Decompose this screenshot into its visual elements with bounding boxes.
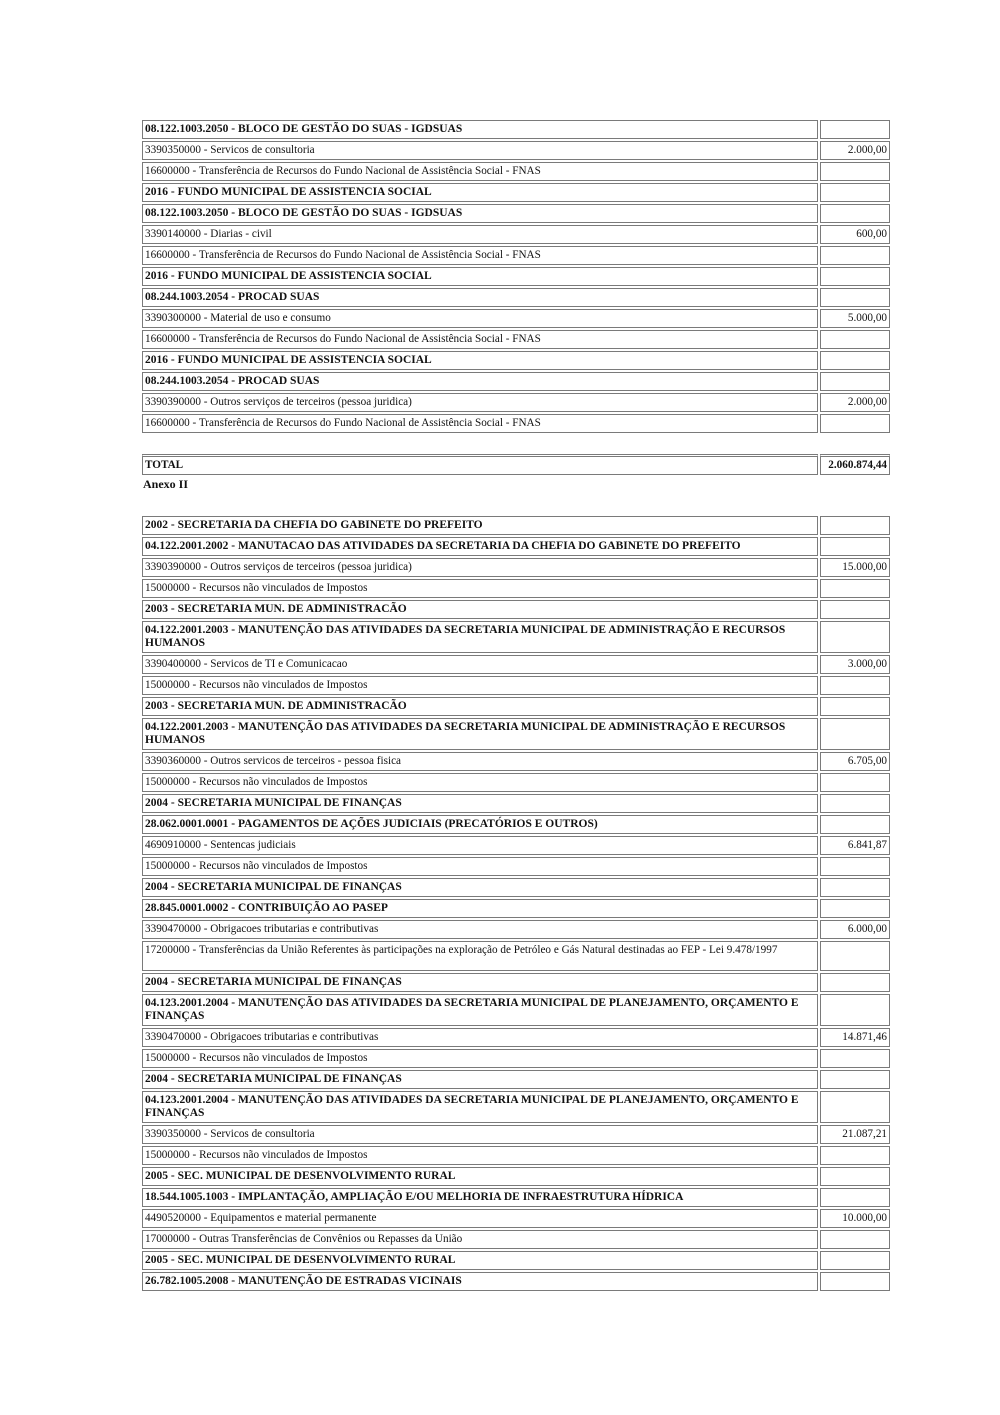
table-row xyxy=(142,655,890,674)
row-value: 6.705,00 xyxy=(820,752,890,771)
table-row xyxy=(142,1230,890,1249)
table-row xyxy=(142,516,890,535)
row-value xyxy=(820,1272,890,1291)
row-value xyxy=(820,697,890,716)
row-description: 2004 - SECRETARIA MUNICIPAL DE FINANÇAS xyxy=(142,1070,818,1089)
row-value xyxy=(820,994,890,1026)
row-description: 16600000 - Transferência de Recursos do Fundo Nacional de Assistência Social - FNAS xyxy=(142,246,818,265)
table-row xyxy=(142,994,890,1026)
row-value xyxy=(820,878,890,897)
row-description: 04.123.2001.2004 - MANUTENÇÃO DAS ATIVIDADES DA SECRETARIA MUNICIPAL DE PLANEJAMENTO, ORÇAMENTO E FINANÇAS xyxy=(142,994,818,1026)
table-row xyxy=(142,878,890,897)
row-description: 2016 - FUNDO MUNICIPAL DE ASSISTENCIA SOCIAL xyxy=(142,267,818,286)
row-description: 08.122.1003.2050 - BLOCO DE GESTÃO DO SUAS - IGDSUAS xyxy=(142,204,818,223)
row-value xyxy=(820,600,890,619)
table-row xyxy=(142,288,890,307)
table-row xyxy=(142,1272,890,1291)
row-value xyxy=(820,267,890,286)
row-value: 3.000,00 xyxy=(820,655,890,674)
row-description: 17000000 - Outras Transferências de Convênios ou Repasses da União xyxy=(142,1230,818,1249)
row-description: 2004 - SECRETARIA MUNICIPAL DE FINANÇAS xyxy=(142,878,818,897)
table-row xyxy=(142,1125,890,1144)
row-description: 08.244.1003.2054 - PROCAD SUAS xyxy=(142,372,818,391)
table-row xyxy=(142,773,890,792)
row-description: 04.123.2001.2004 - MANUTENÇÃO DAS ATIVIDADES DA SECRETARIA MUNICIPAL DE PLANEJAMENTO, ORÇAMENTO E FINANÇAS xyxy=(142,1091,818,1123)
row-value xyxy=(820,183,890,202)
table-row xyxy=(142,120,890,139)
row-description: 26.782.1005.2008 - MANUTENÇÃO DE ESTRADAS VICINAIS xyxy=(142,1272,818,1291)
row-description: 3390470000 - Obrigacoes tributarias e contributivas xyxy=(142,920,818,939)
row-value xyxy=(820,288,890,307)
row-description: 3390360000 - Outros servicos de terceiros - pessoa fisica xyxy=(142,752,818,771)
row-description: 15000000 - Recursos não vinculados de Impostos xyxy=(142,676,818,695)
row-description: 2004 - SECRETARIA MUNICIPAL DE FINANÇAS xyxy=(142,794,818,813)
table-row xyxy=(142,836,890,855)
table-row xyxy=(142,204,890,223)
row-value: 2.000,00 xyxy=(820,393,890,412)
row-value: 10.000,00 xyxy=(820,1209,890,1228)
table-row xyxy=(142,941,890,971)
row-description: 28.062.0001.0001 - PAGAMENTOS DE AÇÕES JUDICIAIS (PRECATÓRIOS E OUTROS) xyxy=(142,815,818,834)
table-row xyxy=(142,857,890,876)
table-row xyxy=(142,225,890,244)
row-description: 3390350000 - Servicos de consultoria xyxy=(142,1125,818,1144)
table-row xyxy=(142,309,890,328)
row-description: 08.122.1003.2050 - BLOCO DE GESTÃO DO SUAS - IGDSUAS xyxy=(142,120,818,139)
table-row xyxy=(142,330,890,349)
row-value xyxy=(820,330,890,349)
table-row xyxy=(142,558,890,577)
table-row xyxy=(142,1251,890,1270)
row-description: 4490520000 - Equipamentos e material permanente xyxy=(142,1209,818,1228)
row-value xyxy=(820,1070,890,1089)
row-value xyxy=(820,857,890,876)
table-row xyxy=(142,1028,890,1047)
row-value xyxy=(820,815,890,834)
row-description: 16600000 - Transferência de Recursos do Fundo Nacional de Assistência Social - FNAS xyxy=(142,414,818,433)
row-value xyxy=(820,1167,890,1186)
total-value: 2.060.874,44 xyxy=(820,454,890,475)
table-row xyxy=(142,600,890,619)
row-description: 15000000 - Recursos não vinculados de Impostos xyxy=(142,1049,818,1068)
row-value xyxy=(820,621,890,653)
annex-ii-title: Anexo II xyxy=(143,477,189,491)
row-description: 2004 - SECRETARIA MUNICIPAL DE FINANÇAS xyxy=(142,973,818,992)
row-description: 15000000 - Recursos não vinculados de Impostos xyxy=(142,857,818,876)
row-value xyxy=(820,162,890,181)
total-label: TOTAL xyxy=(142,454,818,475)
table-row xyxy=(142,414,890,433)
row-description: 08.244.1003.2054 - PROCAD SUAS xyxy=(142,288,818,307)
row-description: 16600000 - Transferência de Recursos do Fundo Nacional de Assistência Social - FNAS xyxy=(142,162,818,181)
row-description: 16600000 - Transferência de Recursos do Fundo Nacional de Assistência Social - FNAS xyxy=(142,330,818,349)
row-description: 3390390000 - Outros serviços de terceiros (pessoa juridica) xyxy=(142,393,818,412)
row-value xyxy=(820,676,890,695)
row-value: 15.000,00 xyxy=(820,558,890,577)
row-value xyxy=(820,537,890,556)
table-row xyxy=(142,621,890,653)
row-description: 04.122.2001.2003 - MANUTENÇÃO DAS ATIVIDADES DA SECRETARIA MUNICIPAL DE ADMINISTRAÇÃO E RECURSOS HUMANOS xyxy=(142,718,818,750)
table-row xyxy=(142,162,890,181)
table-row xyxy=(142,183,890,202)
table1-body xyxy=(142,120,890,475)
table-row xyxy=(142,697,890,716)
budget-table-annex-i xyxy=(140,118,892,477)
row-description: 3390140000 - Diarias - civil xyxy=(142,225,818,244)
row-value xyxy=(820,579,890,598)
row-description: 04.122.2001.2002 - MANUTACAO DAS ATIVIDADES DA SECRETARIA DA CHEFIA DO GABINETE DO PREFEITO xyxy=(142,537,818,556)
table-row xyxy=(142,141,890,160)
row-description: 2005 - SEC. MUNICIPAL DE DESENVOLVIMENTO RURAL xyxy=(142,1251,818,1270)
table-row xyxy=(142,1146,890,1165)
table-row xyxy=(142,973,890,992)
row-description: 04.122.2001.2003 - MANUTENÇÃO DAS ATIVIDADES DA SECRETARIA MUNICIPAL DE ADMINISTRAÇÃO E RECURSOS HUMANOS xyxy=(142,621,818,653)
table-row xyxy=(142,579,890,598)
table-row xyxy=(142,752,890,771)
row-value xyxy=(820,372,890,391)
table-row xyxy=(142,351,890,370)
row-value xyxy=(820,1049,890,1068)
row-description: 15000000 - Recursos não vinculados de Impostos xyxy=(142,579,818,598)
row-value xyxy=(820,773,890,792)
row-value: 21.087,21 xyxy=(820,1125,890,1144)
table-row xyxy=(142,1167,890,1186)
row-value xyxy=(820,414,890,433)
table-row xyxy=(142,1091,890,1123)
total-row xyxy=(142,454,890,475)
row-value: 2.000,00 xyxy=(820,141,890,160)
row-description: 2003 - SECRETARIA MUN. DE ADMINISTRACÃO xyxy=(142,600,818,619)
table-row xyxy=(142,718,890,750)
table-row xyxy=(142,815,890,834)
row-description: 28.845.0001.0002 - CONTRIBUIÇÃO AO PASEP xyxy=(142,899,818,918)
row-value xyxy=(820,973,890,992)
row-value xyxy=(820,1230,890,1249)
row-value xyxy=(820,204,890,223)
row-description: 4690910000 - Sentencas judiciais xyxy=(142,836,818,855)
table-row xyxy=(142,267,890,286)
row-description: 18.544.1005.1003 - IMPLANTAÇÃO, AMPLIAÇÃO E/OU MELHORIA DE INFRAESTRUTURA HÍDRICA xyxy=(142,1188,818,1207)
row-description: 3390300000 - Material de uso e consumo xyxy=(142,309,818,328)
table-row xyxy=(142,372,890,391)
row-value xyxy=(820,899,890,918)
row-description: 3390400000 - Servicos de TI e Comunicacao xyxy=(142,655,818,674)
row-description: 3390350000 - Servicos de consultoria xyxy=(142,141,818,160)
row-description: 3390470000 - Obrigacoes tributarias e contributivas xyxy=(142,1028,818,1047)
row-description: 15000000 - Recursos não vinculados de Impostos xyxy=(142,773,818,792)
table-row xyxy=(142,676,890,695)
row-value xyxy=(820,351,890,370)
row-value xyxy=(820,1091,890,1123)
row-value xyxy=(820,941,890,971)
row-value: 14.871,46 xyxy=(820,1028,890,1047)
table-row xyxy=(142,246,890,265)
row-description: 17200000 - Transferências da União Referentes às participações na exploração de Petróleo e Gás Natural destinadas ao FEP - Lei 9.478/1997 xyxy=(142,941,818,971)
row-description: 2016 - FUNDO MUNICIPAL DE ASSISTENCIA SOCIAL xyxy=(142,351,818,370)
row-value xyxy=(820,120,890,139)
row-description: 2003 - SECRETARIA MUN. DE ADMINISTRACÃO xyxy=(142,697,818,716)
row-value: 5.000,00 xyxy=(820,309,890,328)
row-value: 6.841,87 xyxy=(820,836,890,855)
row-value xyxy=(820,516,890,535)
row-value xyxy=(820,246,890,265)
row-value xyxy=(820,794,890,813)
row-description: 2002 - SECRETARIA DA CHEFIA DO GABINETE DO PREFEITO xyxy=(142,516,818,535)
table2-body xyxy=(142,516,890,1291)
budget-table-annex-ii xyxy=(140,514,892,1293)
row-description: 3390390000 - Outros serviços de terceiros (pessoa juridica) xyxy=(142,558,818,577)
table-row xyxy=(142,1209,890,1228)
row-value xyxy=(820,1146,890,1165)
table-row xyxy=(142,1070,890,1089)
row-value xyxy=(820,1188,890,1207)
table-row xyxy=(142,920,890,939)
table-row xyxy=(142,537,890,556)
table-row xyxy=(142,1049,890,1068)
row-description: 15000000 - Recursos não vinculados de Impostos xyxy=(142,1146,818,1165)
row-description: 2005 - SEC. MUNICIPAL DE DESENVOLVIMENTO RURAL xyxy=(142,1167,818,1186)
table-row xyxy=(142,794,890,813)
row-value: 600,00 xyxy=(820,225,890,244)
table-row xyxy=(142,899,890,918)
table-row xyxy=(142,393,890,412)
row-value xyxy=(820,718,890,750)
row-value: 6.000,00 xyxy=(820,920,890,939)
table-row xyxy=(142,1188,890,1207)
row-spacer xyxy=(142,435,890,452)
row-description: 2016 - FUNDO MUNICIPAL DE ASSISTENCIA SOCIAL xyxy=(142,183,818,202)
row-value xyxy=(820,1251,890,1270)
